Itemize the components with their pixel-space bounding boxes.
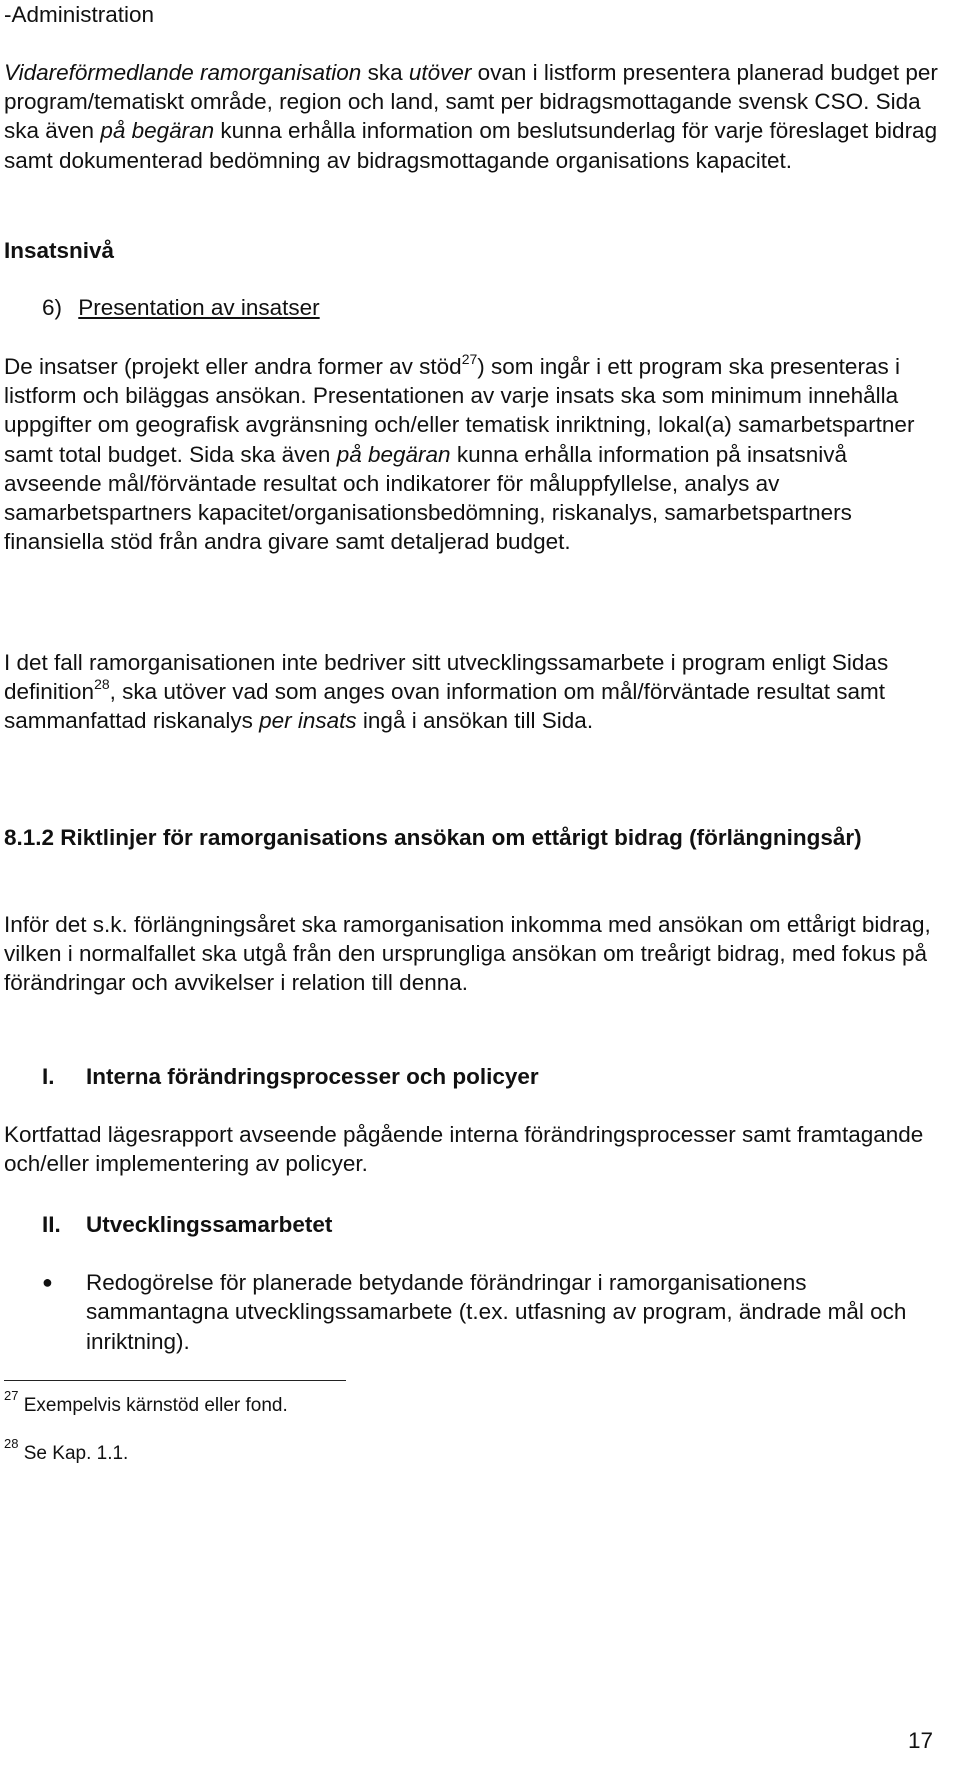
paragraph-administration: [4, 58, 944, 175]
item-title: Presentation av insatser: [78, 295, 320, 320]
item-number: 6): [42, 295, 63, 320]
paragraph-text: Inför det s.k. förlängningsåret ska ramorganisation inkomma med ansökan om ettårigt bidrag, vilken i normalfallet ska utgå från den ursprungliga ansökan om treårigt bidrag, med fokus på förändringar och avvikelser i relation till denna.: [4, 912, 931, 996]
heading-8-1-2: 8.1.2 Riktlinjer för ramorganisations ansökan om ettårigt bidrag (förlängningsår): [4, 825, 862, 850]
bullet-item: Redogörelse för planerade betydande förändringar i ramorganisationens sammantagna utvecklingssamarbete (t.ex. utfasning av program, ändrade mål och inriktning).: [86, 1270, 907, 1354]
text-run: kunna erhålla information på insatsnivå avseende mål/förväntade resultat och indikatorer för måluppfyllelse, analys av samarbetspartners kapacitet/organisationsbedömning, riskanalys, samarbetspartners finansiella stöd från andra givare samt detaljerad budget.: [4, 441, 852, 555]
text-run: ska: [361, 60, 409, 85]
footnote-27: [4, 1388, 288, 1418]
footnote-number: 27: [4, 1388, 19, 1403]
italic-text: på begäran: [336, 441, 451, 467]
paragraph-interna: [4, 1120, 944, 1178]
page-number: 17: [908, 1728, 934, 1753]
footnote-ref-27: 27: [461, 351, 478, 367]
italic-text: Vidareförmedlande ramorganisation: [4, 60, 362, 85]
section-I-numeral: I.: [42, 1064, 55, 1089]
paragraph-forlangningsar: [4, 910, 944, 998]
text-run: kunna erhålla information om beslutsunderlag för varje föreslaget bidrag samt dokumenterad bedömning av bidragsmottagande organisations kapacitet.: [4, 118, 938, 173]
item-6-heading: [42, 293, 320, 322]
heading-insatsniva: Insatsnivå: [4, 238, 115, 263]
text-run: , ska utöver vad som anges ovan information om mål/förväntade resultat samt sammanfattad riskanalys: [4, 679, 886, 734]
footnote-ref-28: 28: [94, 676, 110, 693]
italic-text: utöver: [408, 60, 472, 85]
italic-text: på begäran: [100, 118, 215, 144]
italic-text: per insats: [259, 708, 357, 734]
text-run: I det fall ramorganisationen inte bedriver sitt utvecklingssamarbete i program enligt Sidas definition: [4, 650, 889, 705]
section-I-title: Interna förändringsprocesser och policyer: [86, 1064, 539, 1089]
section-II-numeral: II.: [42, 1212, 61, 1237]
section-heading-administration: -Administration: [4, 2, 155, 27]
paragraph-text: Kortfattad lägesrapport avseende pågående interna förändringsprocesser samt framtagande och/eller implementering av policyer.: [4, 1122, 924, 1177]
footnote-separator: [4, 1380, 346, 1381]
footnote-text: Exempelvis kärnstöd eller fond.: [23, 1395, 288, 1416]
text-run: ovan i listform presentera planerad budget per program/tematiskt område, region och land, samt per bidragsmottagande svensk CSO. Sida ska även: [4, 60, 938, 144]
text-run: ingå i ansökan till Sida.: [356, 708, 594, 734]
bullet-icon: ●: [42, 1272, 53, 1292]
paragraph-ej-program: [4, 648, 944, 736]
footnote-text: Se Kap. 1.1.: [23, 1443, 129, 1464]
paragraph-insatser: [4, 352, 944, 556]
text-run: ) som ingår i ett program ska presenteras i listform och biläggas ansökan. Presentationen av varje insats ska som minimum innehålla uppgifter om geografisk avgränsning och/eller tematisk inriktning, lokal(a) samarbetspartner samt total budget. Sida ska även: [4, 354, 915, 467]
footnote-28: [4, 1436, 129, 1466]
section-II-title: Utvecklingssamarbetet: [86, 1212, 333, 1237]
footnote-number: 28: [4, 1436, 19, 1451]
text-run: De insatser (projekt eller andra former av stöd: [4, 354, 462, 379]
